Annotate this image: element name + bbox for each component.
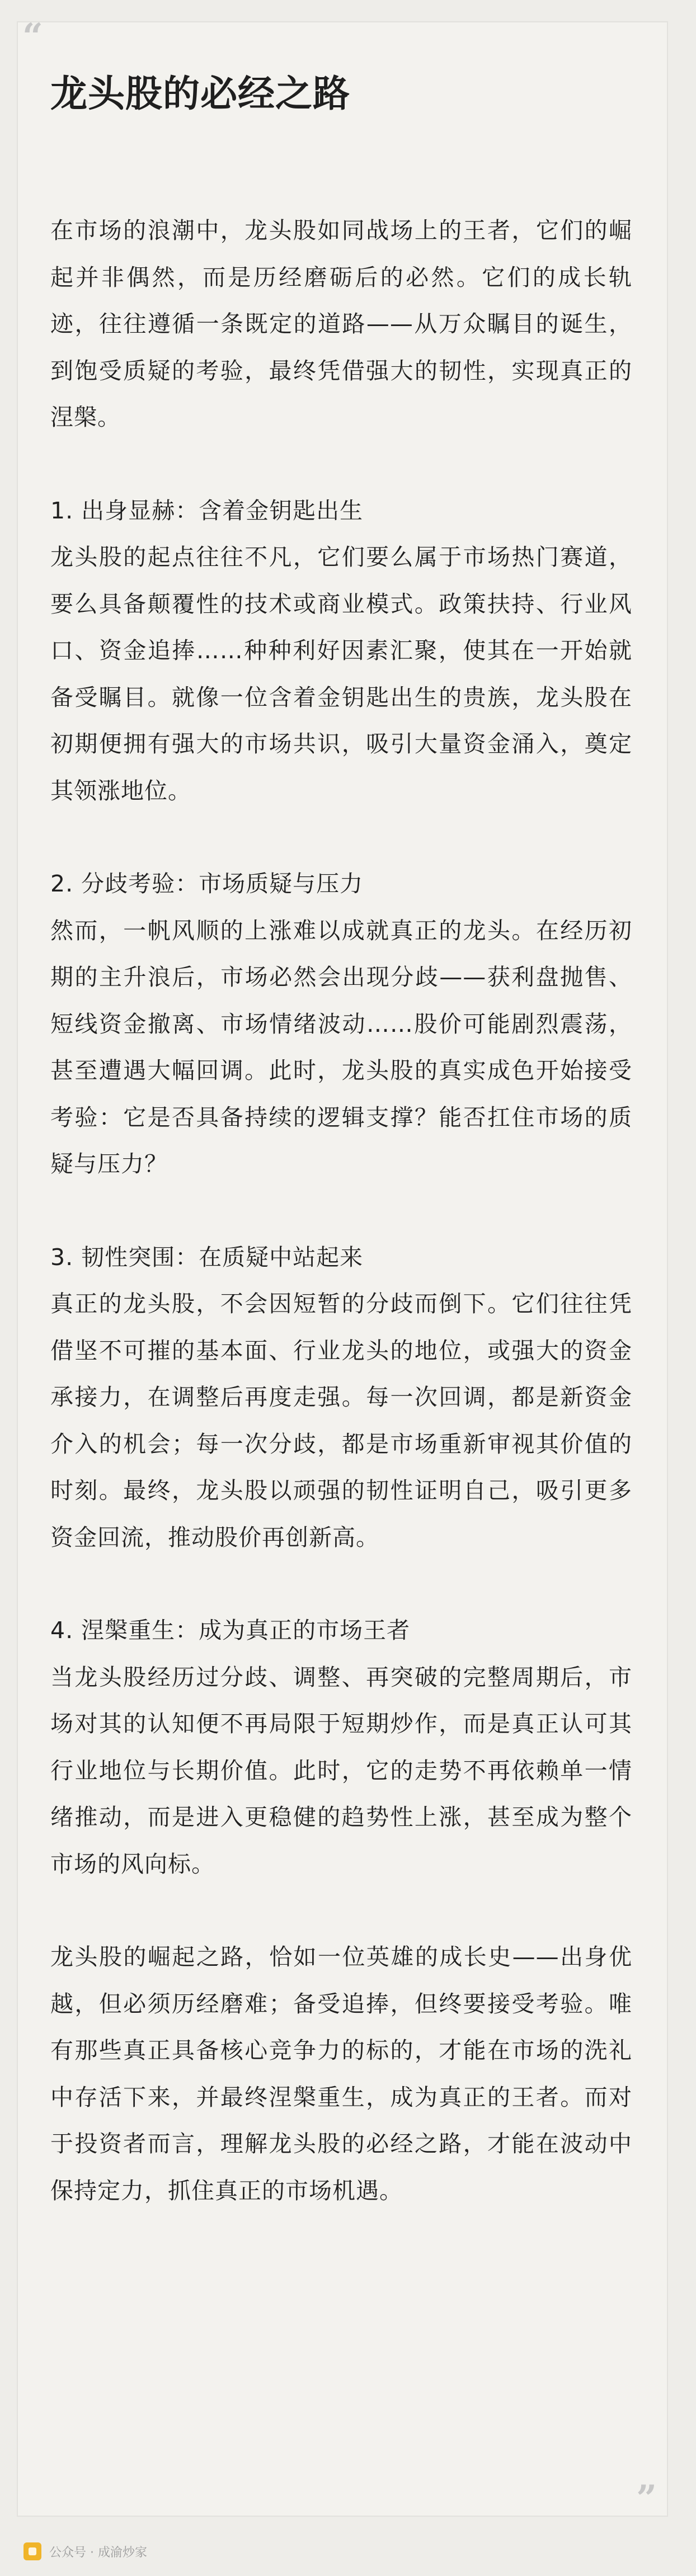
- section-1: [50, 488, 632, 815]
- section-2: [50, 861, 632, 1188]
- intro-paragraph: 在市场的浪潮中，龙头股如同战场上的王者，它们的崛起并非偶然，而是历经磨砺后的必然。它们的成长轨迹，往往遵循一条既定的道路——从万众瞩目的诞生，到饱受质疑的考验，最终凭借强大的韧性，实现真正的涅槃。: [50, 217, 632, 431]
- section-3-body: 真正的龙头股，不会因短暂的分歧而倒下。它们往往凭借坚不可摧的基本面、行业龙头的地位，或强大的资金承接力，在调整后再度走强。每一次回调，都是新资金介入的机会；每一次分歧，都是市场重新审视其价值的时刻。最终，龙头股以顽强的韧性证明自己，吸引更多资金回流，推动股价再创新高。: [50, 1290, 632, 1551]
- section-1-body: 龙头股的起点往往不凡，它们要么属于市场热门赛道，要么具备颠覆性的技术或商业模式。政策扶持、行业风口、资金追捧……种种利好因素汇聚，使其在一开始就备受瞩目。就像一位含着金钥匙出生的贵族，龙头股在初期便拥有强大的市场共识，吸引大量资金涌入，奠定其领涨地位。: [50, 544, 632, 804]
- section-1-heading: 1. 出身显赫：含着金钥匙出生: [50, 497, 364, 524]
- article-content: [50, 72, 632, 2261]
- article-card: [17, 16, 668, 2520]
- footer-label: 公众号 · 成渝炒家: [49, 2545, 147, 2560]
- wechat-official-account-icon: [23, 2542, 41, 2560]
- section-3: [50, 1234, 632, 1561]
- section-3-heading: 3. 韧性突围：在质疑中站起来: [50, 1243, 364, 1271]
- conclusion-paragraph: 龙头股的崛起之路，恰如一位英雄的成长史——出身优越，但必须历经磨难；备受追捧，但终要接受考验。唯有那些真正具备核心竞争力的标的，才能在市场的洗礼中存活下来，并最终涅槃重生，成为真正的王者。而对于投资者而言，理解龙头股的必经之路，才能在波动中保持定力，抓住真正的市场机遇。: [50, 1943, 632, 2204]
- close-quote-icon: ”: [636, 2478, 657, 2520]
- section-4-body: 当龙头股经历过分歧、调整、再突破的完整周期后，市场对其的认知便不再局限于短期炒作，而是真正认可其行业地位与长期价值。此时，它的走势不再依赖单一情绪推动，而是进入更稳健的趋势性上涨，甚至成为整个市场的风向标。: [50, 1663, 632, 1877]
- open-quote-icon: “: [22, 16, 43, 58]
- section-2-heading: 2. 分歧考验：市场质疑与压力: [50, 870, 364, 898]
- section-4: [50, 1607, 632, 1888]
- section-2-body: 然而，一帆风顺的上涨难以成就真正的龙头。在经历初期的主升浪后，市场必然会出现分歧——获利盘抛售、短线资金撤离、市场情绪波动……股价可能剧烈震荡，甚至遭遇大幅回调。此时，龙头股的真实成色开始接受考验：它是否具备持续的逻辑支撑？能否扛住市场的质疑与压力？: [50, 917, 632, 1178]
- article-title: 龙头股的必经之路: [50, 72, 350, 115]
- section-4-heading: 4. 涅槃重生：成为真正的市场王者: [50, 1617, 411, 1644]
- footer-attribution: [23, 2542, 147, 2560]
